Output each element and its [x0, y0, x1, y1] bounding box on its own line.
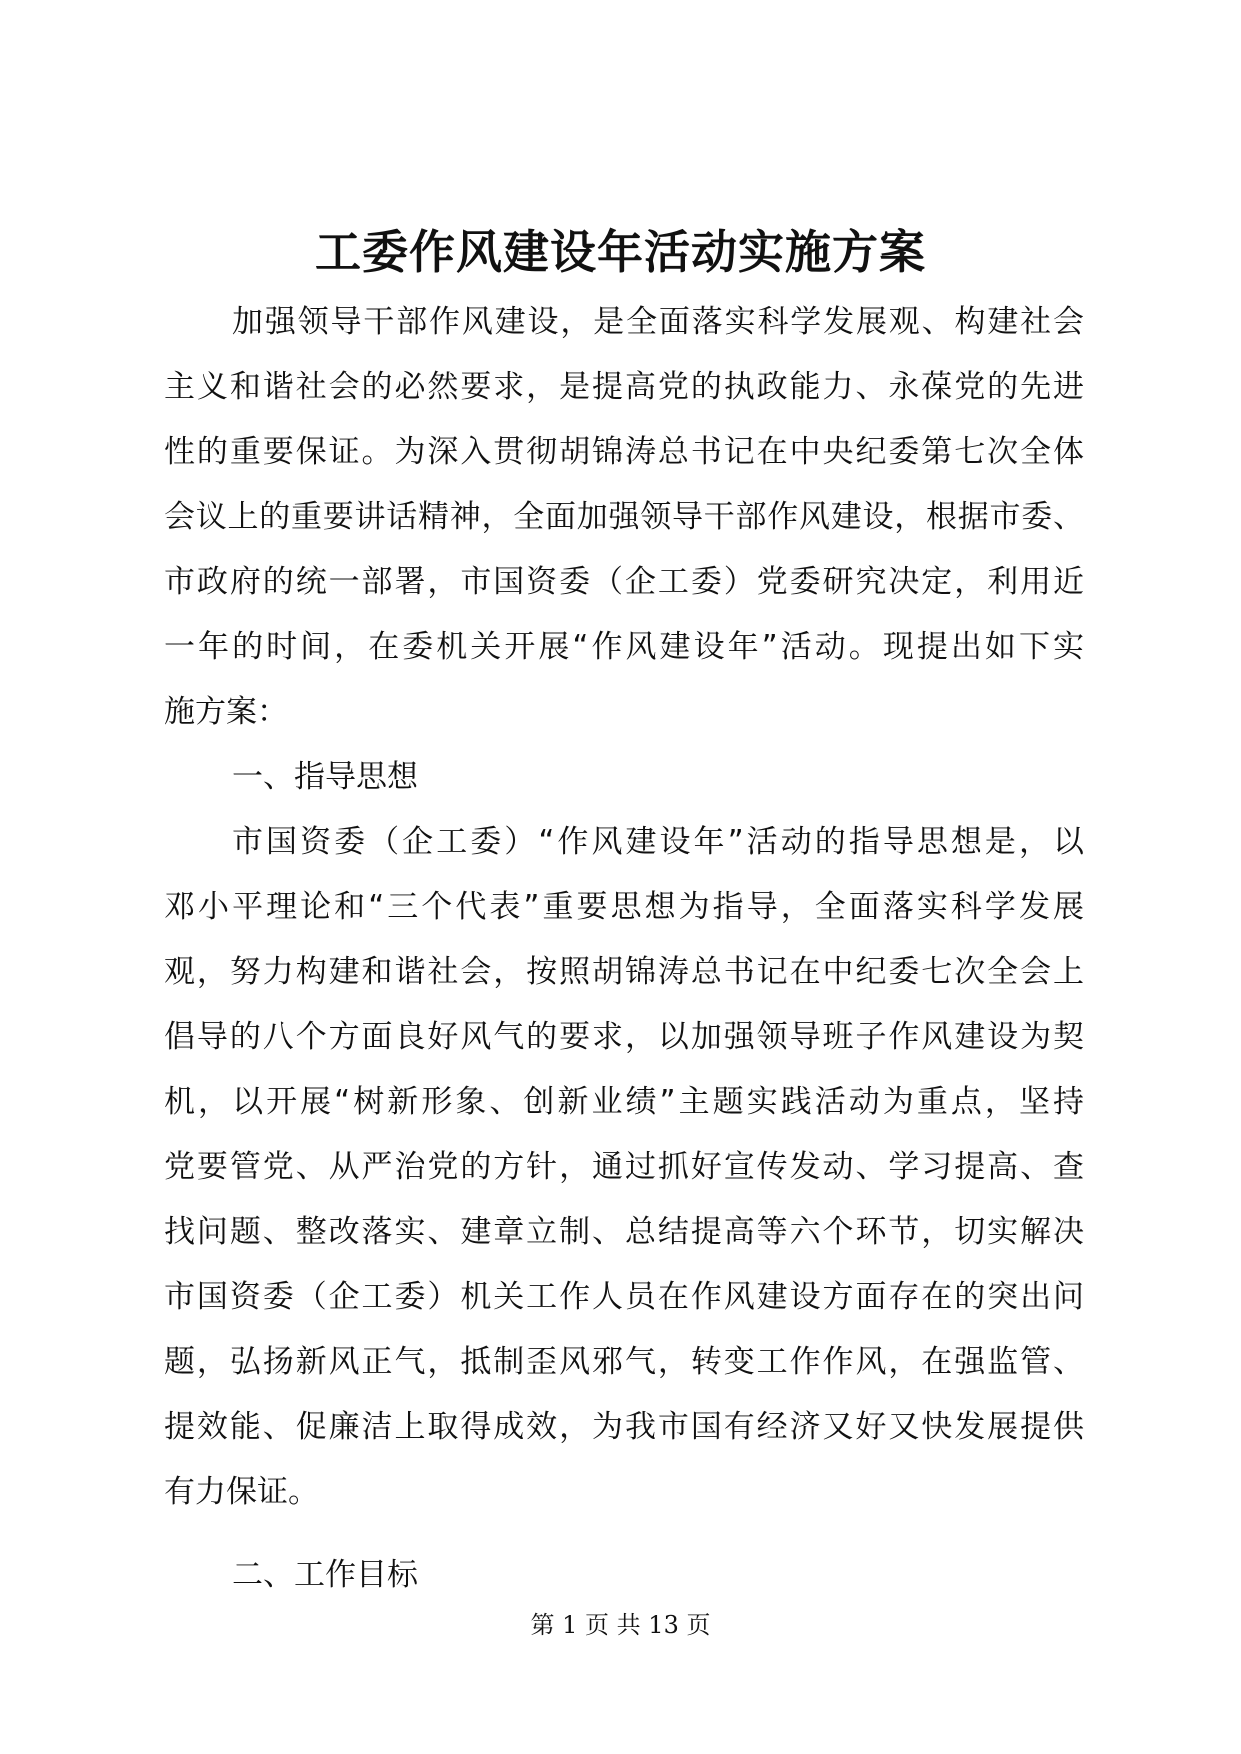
- paragraph-line: 提效能、促廉洁上取得成效，为我市国有经济又好又快发展提供: [164, 1409, 1084, 1445]
- paragraph-line: 一年的时间，在委机关开展“作风建设年”活动。现提出如下实: [164, 629, 1084, 665]
- paragraph-line: 邓小平理论和“三个代表”重要思想为指导，全面落实科学发展: [164, 889, 1084, 925]
- paragraph-line: 市国资委（企工委）机关工作人员在作风建设方面存在的突出问: [164, 1279, 1084, 1315]
- paragraph-line: 施方案：: [164, 694, 288, 730]
- document-body: [164, 290, 1084, 1608]
- intro-paragraph: [164, 290, 1084, 745]
- paragraph-line: 会议上的重要讲话精神，全面加强领导干部作风建设，根据市委、: [164, 499, 1084, 535]
- paragraph-line: 加强领导干部作风建设，是全面落实科学发展观、构建社会: [232, 304, 1084, 340]
- paragraph-line: 市国资委（企工委）“作风建设年”活动的指导思想是，以: [232, 824, 1084, 860]
- document-title: 工委作风建设年活动实施方案: [315, 225, 926, 279]
- paragraph-line: 有力保证。: [164, 1474, 319, 1510]
- paragraph-line: 倡导的八个方面良好风气的要求，以加强领导班子作风建设为契: [164, 1019, 1084, 1055]
- paragraph-line: 观，努力构建和谐社会，按照胡锦涛总书记在中纪委七次全会上: [164, 954, 1084, 990]
- section1-paragraph: [164, 810, 1084, 1525]
- page-number-footer: 第 1 页 共 13 页: [530, 1611, 711, 1639]
- section-heading-guiding-ideology: 一、指导思想: [232, 759, 418, 795]
- paragraph-line: 性的重要保证。为深入贯彻胡锦涛总书记在中央纪委第七次全体: [164, 434, 1084, 470]
- section-heading-work-goals: 二、工作目标: [232, 1557, 418, 1593]
- paragraph-line: 党要管党、从严治党的方针，通过抓好宣传发动、学习提高、查: [164, 1149, 1084, 1185]
- paragraph-line: 主义和谐社会的必然要求，是提高党的执政能力、永葆党的先进: [164, 369, 1084, 405]
- spacer: [164, 1525, 1084, 1543]
- paragraph-line: 找问题、整改落实、建章立制、总结提高等六个环节，切实解决: [164, 1214, 1084, 1250]
- paragraph-line: 题，弘扬新风正气，抵制歪风邪气，转变工作作风，在强监管、: [164, 1344, 1084, 1380]
- paragraph-line: 市政府的统一部署，市国资委（企工委）党委研究决定，利用近: [164, 564, 1084, 600]
- paragraph-line: 机，以开展“树新形象、创新业绩”主题实践活动为重点，坚持: [164, 1084, 1084, 1120]
